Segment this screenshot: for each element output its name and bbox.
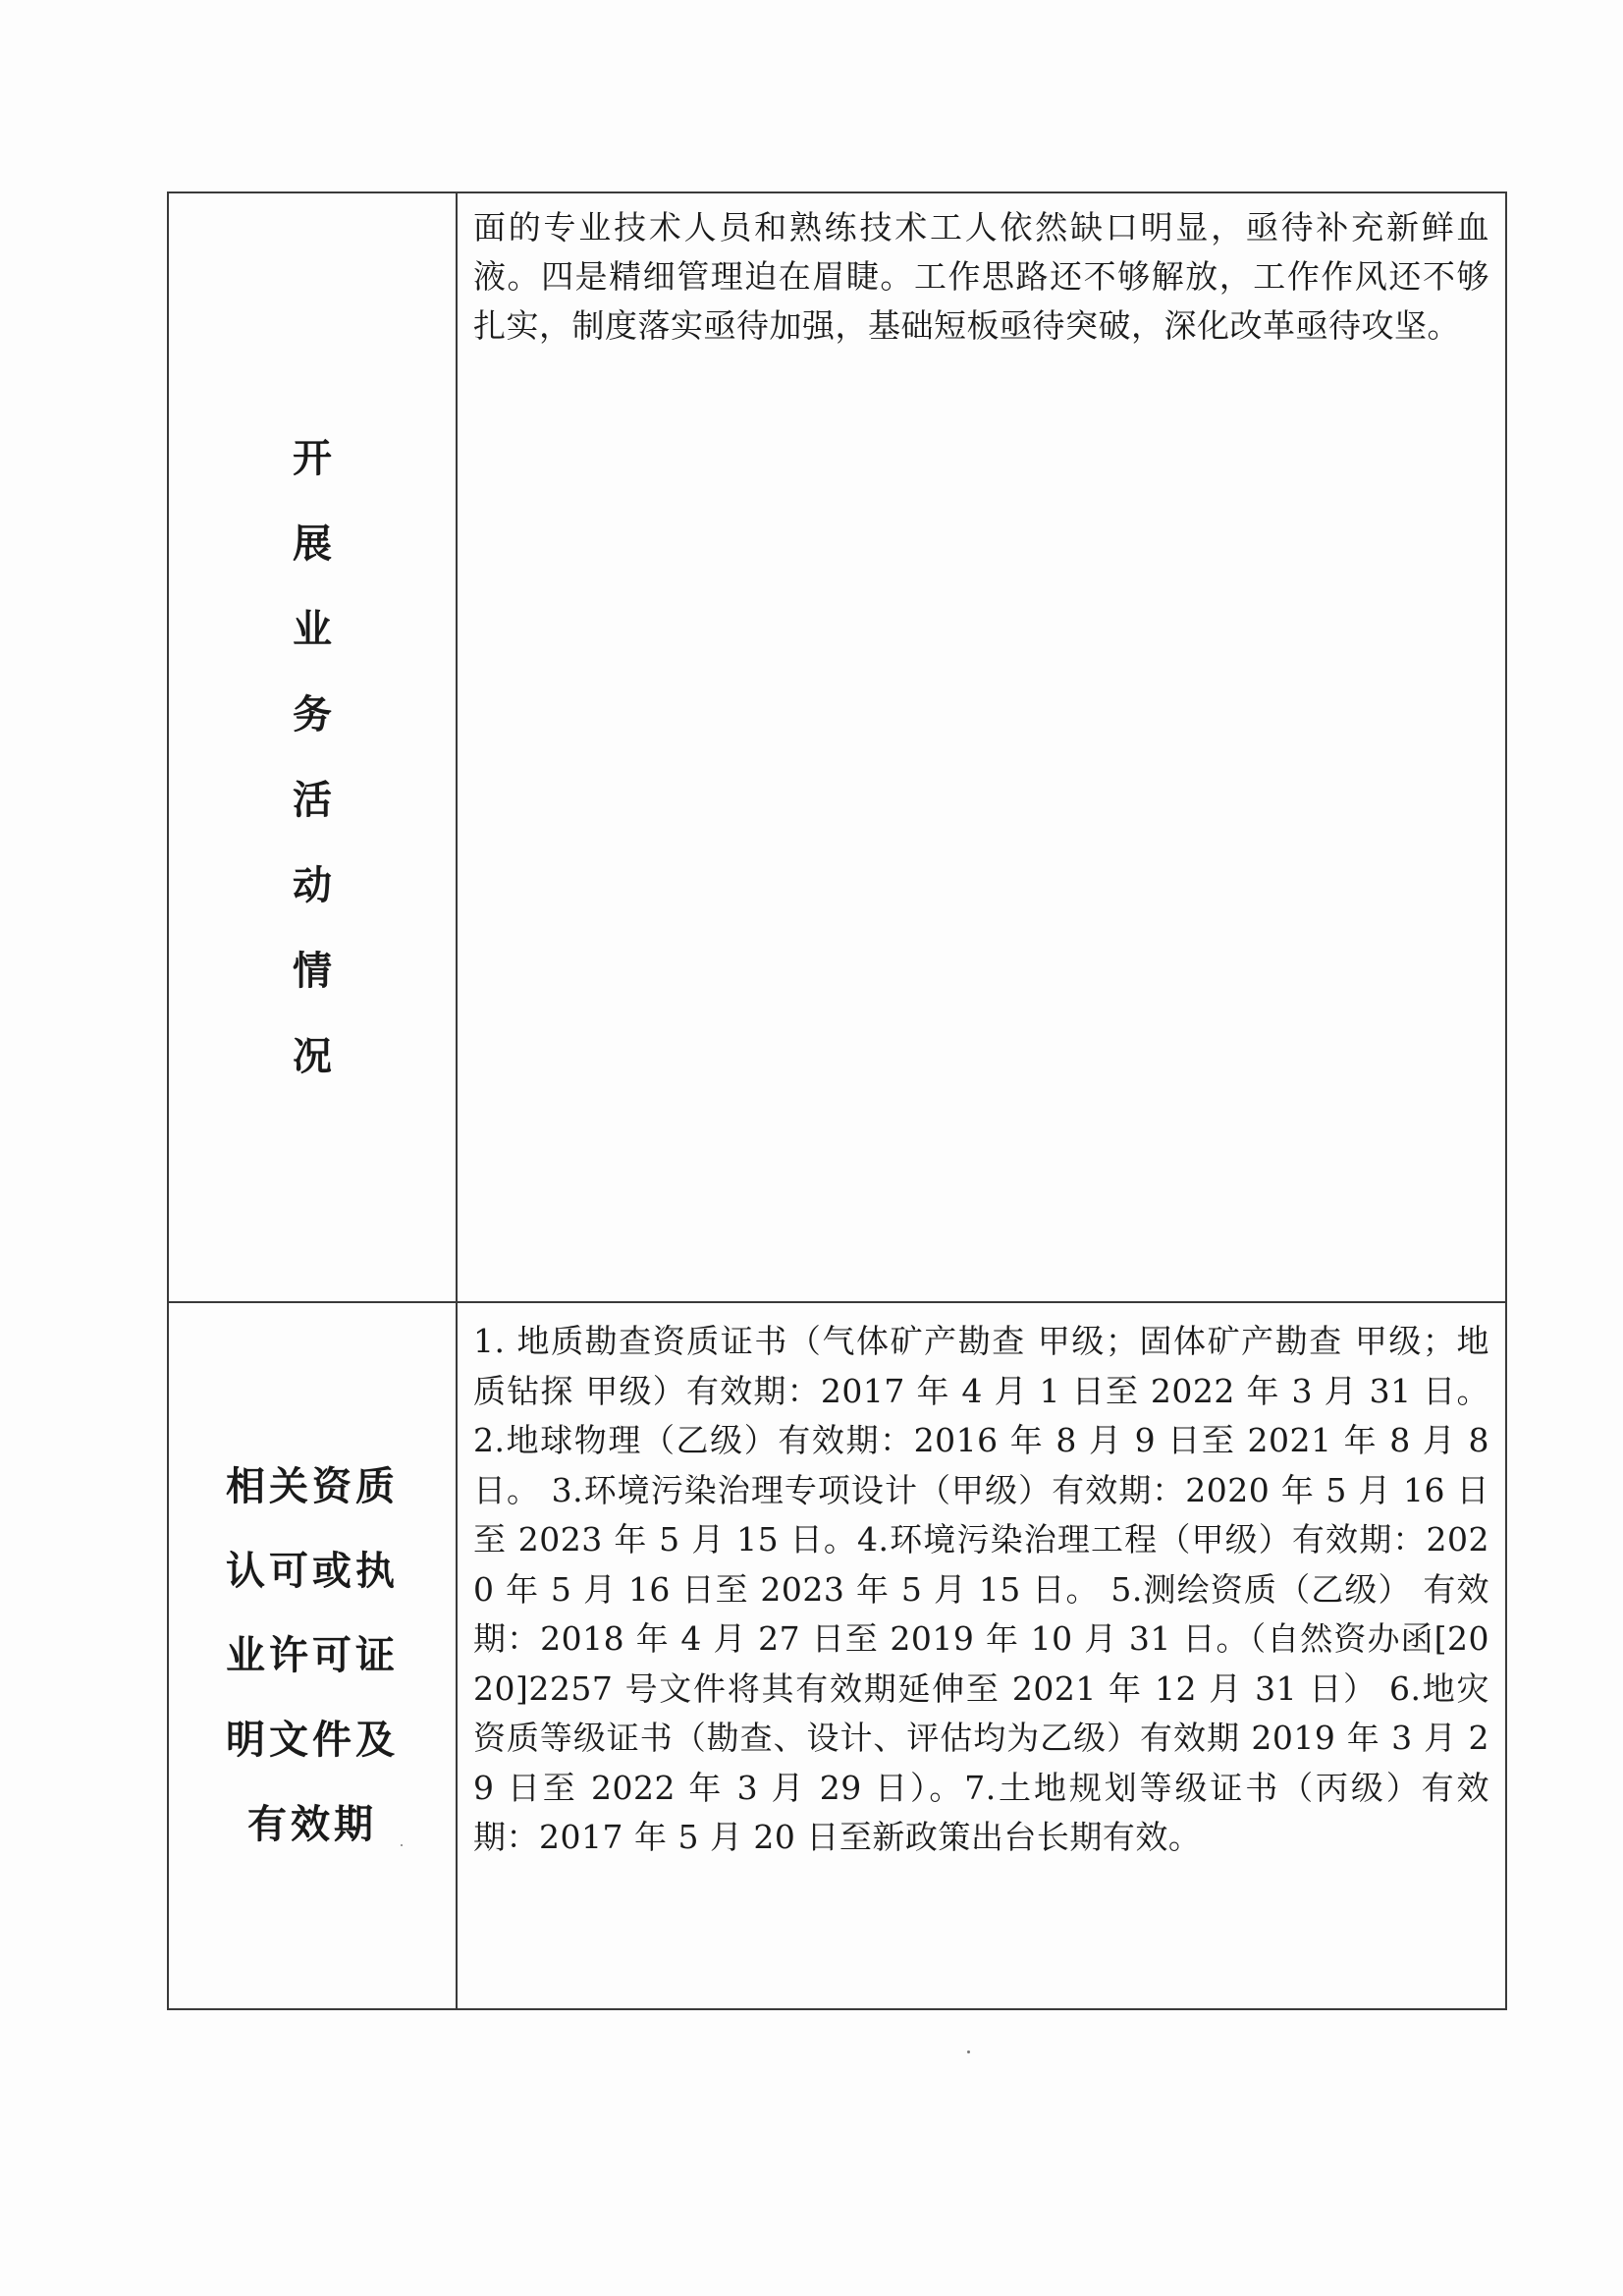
qualification-label	[169, 1303, 456, 2008]
table-row-qualification	[168, 1302, 1506, 2009]
label-char: 务	[293, 691, 332, 738]
label-char: 业	[293, 606, 332, 652]
label-line: 业许可证	[226, 1632, 399, 1678]
label-char: 况	[293, 1033, 332, 1079]
label-line: 有效期	[247, 1801, 377, 1847]
scan-speck	[967, 2050, 970, 2053]
label-char: 展	[293, 520, 332, 567]
label-char: 开	[293, 435, 332, 481]
scan-speck	[401, 1844, 403, 1846]
report-table	[167, 191, 1507, 2010]
activities-label-cell	[168, 192, 457, 1302]
label-line: 认可或执	[226, 1548, 399, 1594]
qualification-content-cell	[457, 1302, 1506, 2009]
activities-label	[169, 193, 456, 1301]
label-line: 相关资质	[226, 1463, 399, 1509]
label-char: 活	[293, 777, 332, 823]
label-line: 明文件及	[226, 1717, 399, 1763]
activities-content: 面的专业技术人员和熟练技术工人依然缺口明显，亟待补充新鲜血液。四是精细管理迫在眉睫。工作思路还不够解放，工作作风还不够扎实，制度落实亟待加强，基础短板亟待突破，深化改革亟待攻坚。	[473, 208, 1489, 345]
label-char: 动	[293, 862, 332, 908]
label-char: 情	[293, 948, 332, 994]
qualification-label-cell	[168, 1302, 457, 2009]
activities-content-cell	[457, 192, 1506, 1302]
table-row-activities	[168, 192, 1506, 1302]
qualification-content: 1. 地质勘查资质证书（气体矿产勘查 甲级；固体矿产勘查 甲级；地质钻探 甲级）有效期：2017 年 4 月 1 日至 2022 年 3 月 31 日。 2.地球物理（乙级）有效期：2016 年 8 月 9 日至 2021 年 8 月 8 日。 3.环境污染治理专项设计（甲级）有效期：2020 年 5 月 16 日至 2023 年 5 月 15 日。4.环境污染治理工程（甲级）有效期：2020 年 5 月 16 日至 2023 年 5 月 15 日。 5.测绘资质（乙级） 有效期：2018 年 4 月 27 日至 2019 年 10 月 31 日。（自然资办函[2020]2257 号文件将其有效期延伸至 2021 年 12 月 31 日） 6.地灾资质等级证书（勘查、设计、评估均为乙级）有效期 2019 年 3 月 29 日至 2022 年 3 月 29 日）。7.土地规划等级证书（丙级）有效期：2017 年 5 月 20 日至新政策出台长期有效。	[473, 1322, 1489, 1856]
